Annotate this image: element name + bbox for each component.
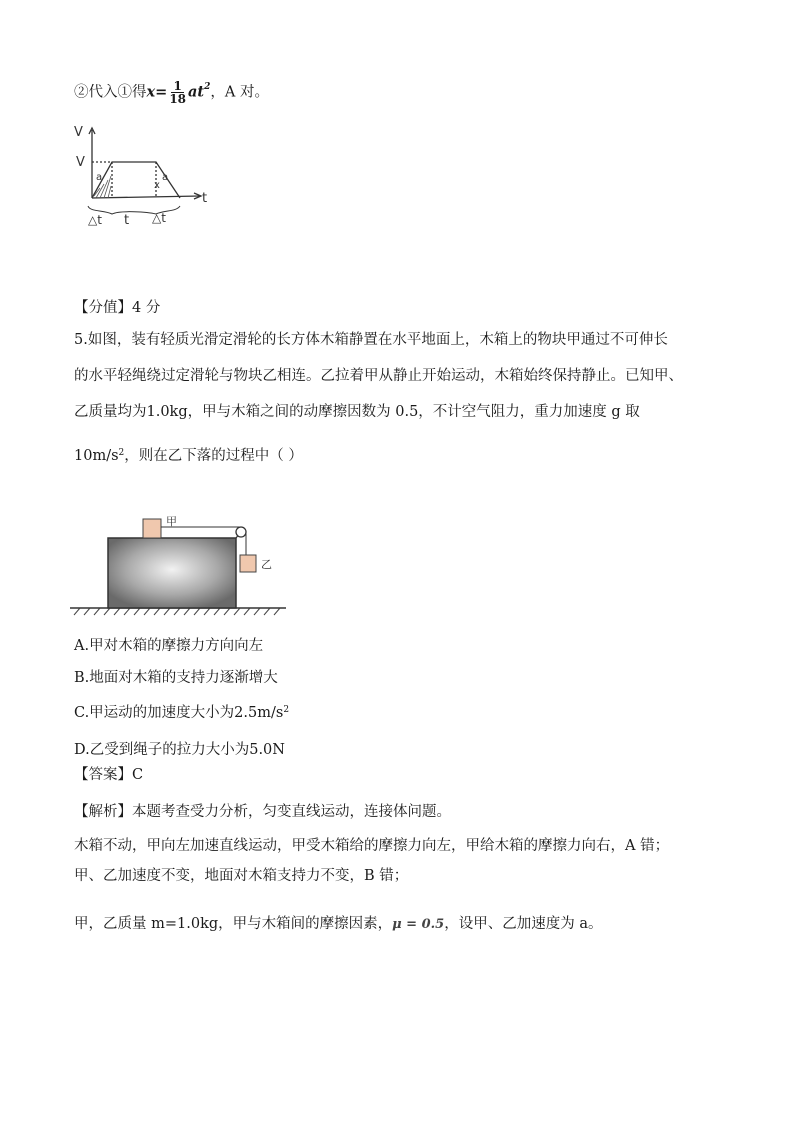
analysis-line-3: [74, 914, 602, 935]
x-mark: x: [154, 180, 160, 191]
option-b: B.地面对木箱的支持力逐渐增大: [74, 670, 278, 686]
option-c-exponent: 2: [283, 705, 290, 715]
formula-rhs: at: [188, 83, 205, 101]
derivation-line: [74, 80, 269, 105]
t-axis-label: t: [202, 191, 208, 206]
derivation-prefix: ②代入①得: [74, 84, 147, 101]
analysis-line-3-pre: 甲，乙质量 m=1.0kg，甲与木箱间的摩擦因素，: [74, 916, 393, 932]
score-line: 【分值】4 分: [74, 300, 161, 316]
block-jia: [143, 519, 161, 538]
wooden-box: [108, 538, 236, 608]
formula-rhs-exponent: 2: [204, 82, 211, 92]
derivation-suffix: ，A 对。: [210, 84, 269, 101]
ground-hatching: [74, 608, 280, 615]
analysis-head-line: [74, 802, 451, 822]
analysis-line-1: 木箱不动，甲向左加速直线运动，甲受木箱给的摩擦力向左，甲给木箱的摩擦力向右，A 错；: [74, 838, 670, 854]
answer-line: 【答案】C: [74, 767, 144, 783]
formula-fraction: [169, 80, 186, 105]
friction-coefficient: μ = 0.5: [392, 917, 445, 932]
question-line-2: 的水平轻绳绕过定滑轮与物块乙相连。乙拉着甲从静止开始运动，木箱始终保持静止。已知甲、: [74, 368, 683, 384]
question-line-1: 5.如图，装有轻质光滑定滑轮的长方体木箱静置在水平地面上，木箱上的物块甲通过不可伸长: [74, 332, 668, 348]
t-mid-label: t: [124, 213, 130, 228]
box-pulley-figure: [70, 505, 290, 620]
formula-lhs: x: [146, 83, 156, 101]
accel-unit: 10m/s: [74, 448, 119, 464]
option-c: [74, 703, 289, 723]
fraction-numerator: 1: [173, 79, 182, 93]
question-line-4: [74, 446, 303, 466]
fraction-denominator: 18: [169, 92, 187, 106]
option-d: D.乙受到绳子的拉力大小为5.0N: [74, 742, 285, 758]
v-axis-label: V: [74, 125, 83, 140]
v-level-label: V: [76, 155, 85, 170]
label-jia: 甲: [166, 515, 177, 528]
right-a-label: a: [162, 172, 169, 183]
label-yi: 乙: [261, 558, 272, 571]
analysis-label: 【解析】: [74, 804, 132, 820]
accel-unit-exponent: 2: [118, 448, 125, 458]
pulley-wheel: [236, 527, 246, 537]
option-c-text: C.甲运动的加速度大小为2.5m/s: [74, 705, 284, 721]
left-a-label: a: [96, 172, 103, 183]
question-line-3: 乙质量均为1.0kg，甲与木箱之间的动摩擦因数为 0.5，不计空气阻力，重力加速度 g 取: [74, 404, 640, 420]
option-a: A.甲对木箱的摩擦力方向向左: [74, 638, 264, 654]
block-yi: [240, 555, 256, 572]
analysis-line-2: 甲、乙加速度不变，地面对木箱支持力不变，B 错；: [74, 868, 409, 884]
dt-right-label: △t: [152, 211, 166, 225]
analysis-summary: 本题考查受力分析，匀变直线运动，连接体问题。: [132, 804, 451, 820]
question-tail: ，则在乙下落的过程中（ ）: [124, 448, 303, 464]
dt-left-label: △t: [88, 213, 102, 227]
vt-graph-sketch: [64, 118, 214, 230]
analysis-line-3-post: ，设甲、乙加速度为 a。: [444, 916, 603, 932]
formula-eq: =: [155, 83, 168, 101]
